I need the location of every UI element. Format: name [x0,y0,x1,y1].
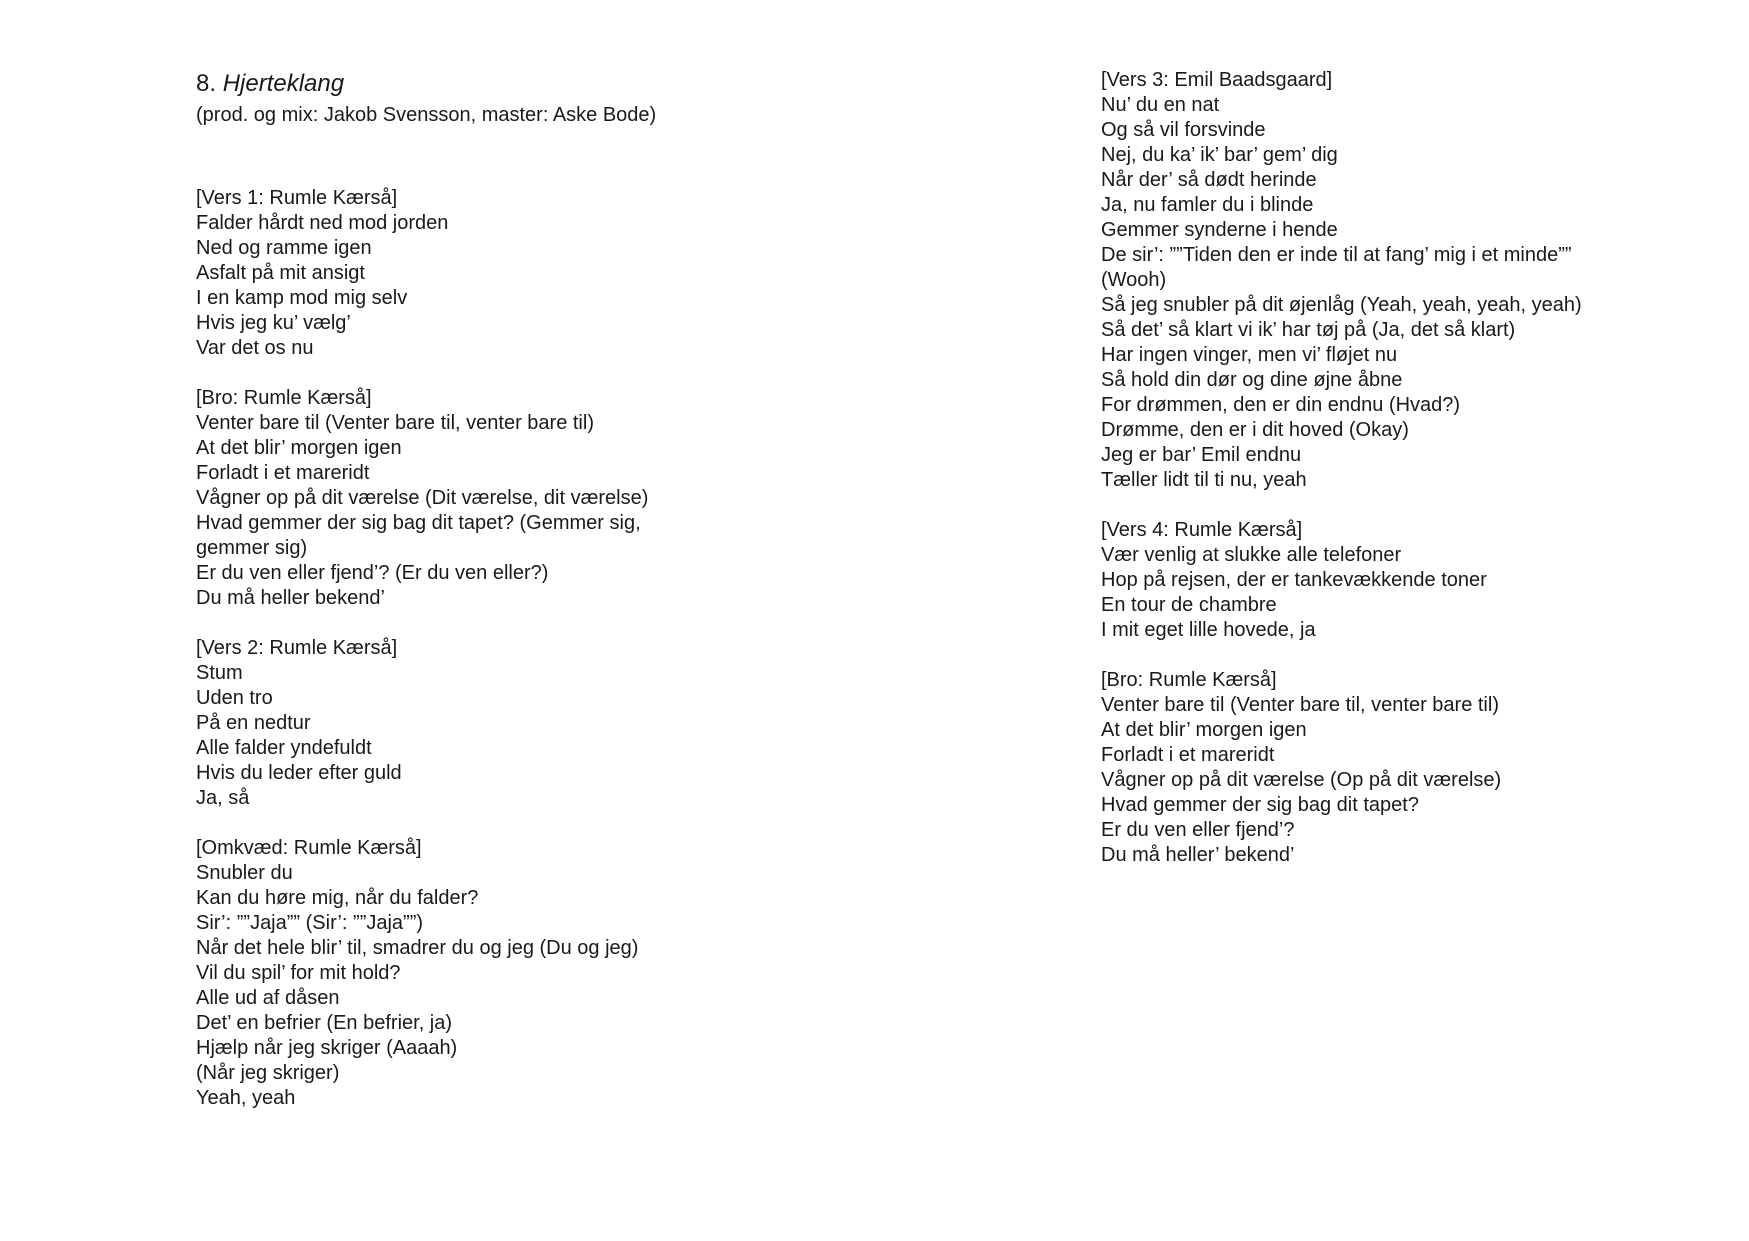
section-header: [Vers 3: Emil Baadsgaard] [1101,69,1333,91]
lyric-line: At det blir’ morgen igen [1101,719,1307,741]
track-number: 8. [196,70,217,97]
lyric-line: Og så vil forsvinde [1101,119,1266,141]
lyric-line: Hvad gemmer der sig bag dit tapet? (Gemmer sig, gemmer sig) [196,512,641,559]
lyric-line: At det blir’ morgen igen [196,437,402,459]
lyric-line: Når det hele blir’ til, smadrer du og jeg (Du og jeg) [196,937,639,959]
lyric-line: De sir’: ””Tiden den er inde til at fang’ mig i et minde”” [1101,244,1572,266]
lyric-line: Venter bare til (Venter bare til, venter bare til) [1101,694,1499,716]
lyric-line: Stum [196,662,243,684]
lyric-line: Alle ud af dåsen [196,987,340,1009]
section-header: [Vers 1: Rumle Kærså] [196,187,398,209]
lyric-line: I en kamp mod mig selv [196,287,408,309]
lyric-line: Hop på rejsen, der er tankevækkende toner [1101,569,1487,591]
lyric-line: Når der’ så dødt herinde [1101,169,1317,191]
lyric-line: Vågner op på dit værelse (Op på dit værelse) [1101,769,1502,791]
lyric-line: Vær venlig at slukke alle telefoner [1101,544,1402,566]
lyrics-section [1101,668,1701,868]
lyric-line: Ned og ramme igen [196,237,372,259]
lyric-line: Det’ en befrier (En befrier, ja) [196,1012,453,1034]
song-credits: (prod. og mix: Jakob Svensson, master: Aske Bode) [196,104,657,126]
lyrics-section [196,186,716,361]
lyric-line: Tæller lidt til ti nu, yeah [1101,469,1307,491]
lyrics-section [196,386,716,611]
lyric-line: En tour de chambre [1101,594,1277,616]
lyric-line: Så jeg snubler på dit øjenlåg (Yeah, yeah, yeah, yeah) [1101,294,1582,316]
section-header: [Vers 4: Rumle Kærså] [1101,519,1303,541]
lyric-line: Jeg er bar’ Emil endnu [1101,444,1302,466]
lyric-line: Er du ven eller fjend’? [1101,819,1295,841]
lyric-line: Vil du spil’ for mit hold? [196,962,401,984]
lyric-line: Uden tro [196,687,273,709]
lyrics-section [1101,518,1701,643]
lyric-line: Falder hårdt ned mod jorden [196,212,449,234]
lyric-line: Hvis du leder efter guld [196,762,402,784]
lyric-line: Hvad gemmer der sig bag dit tapet? [1101,794,1419,816]
lyric-line: Så det’ så klart vi ik’ har tøj på (Ja, det så klart) [1101,319,1516,341]
lyric-line: Nej, du ka’ ik’ bar’ gem’ dig [1101,144,1338,166]
lyric-line: Du må heller bekend’ [196,587,385,609]
lyric-line: Gemmer synderne i hende [1101,219,1338,241]
lyric-line: Ja, nu famler du i blinde [1101,194,1314,216]
lyric-line: Hjælp når jeg skriger (Aaaah) [196,1037,458,1059]
lyric-line: Drømme, den er i dit hoved (Okay) [1101,419,1409,441]
lyric-line: (Når jeg skriger) [196,1062,340,1084]
lyric-line: I mit eget lille hovede, ja [1101,619,1316,641]
lyric-line: Forladt i et mareridt [196,462,370,484]
lyric-line: Ja, så [196,787,250,809]
lyric-line: Du må heller’ bekend’ [1101,844,1295,866]
lyric-line: Kan du høre mig, når du falder? [196,887,479,909]
lyric-line: Nu’ du en nat [1101,94,1220,116]
section-header: [Vers 2: Rumle Kærså] [196,637,398,659]
lyric-line: Så hold din dør og dine øjne åbne [1101,369,1403,391]
track-title: Hjerteklang [222,70,345,97]
lyric-line: Snubler du [196,862,293,884]
section-header: [Bro: Rumle Kærså] [1101,669,1277,691]
lyric-line: Har ingen vinger, men vi’ fløjet nu [1101,344,1398,366]
lyric-line: For drømmen, den er din endnu (Hvad?) [1101,394,1461,416]
section-header: [Omkvæd: Rumle Kærså] [196,837,422,859]
section-header: [Bro: Rumle Kærså] [196,387,372,409]
lyric-line: På en nedtur [196,712,311,734]
lyric-line: Yeah, yeah [196,1087,296,1109]
lyrics-section [1101,68,1701,493]
lyric-line: Alle falder yndefuldt [196,737,372,759]
lyric-line: Sir’: ””Jaja”” (Sir’: ””Jaja””) [196,912,424,934]
lyric-line: Hvis jeg ku’ vælg’ [196,312,351,334]
lyric-line: Venter bare til (Venter bare til, venter bare til) [196,412,594,434]
left-lyrics [196,186,716,1111]
lyric-line: Forladt i et mareridt [1101,744,1275,766]
lyric-line: Er du ven eller fjend’? (Er du ven eller?) [196,562,549,584]
lyric-line: Asfalt på mit ansigt [196,262,365,284]
lyric-line: Var det os nu [196,337,314,359]
lyrics-section [196,636,716,811]
lyrics-section [196,836,716,1111]
right-lyrics [1101,68,1701,868]
left-column [196,68,716,1136]
song-title [196,68,716,100]
lyric-line: Vågner op på dit værelse (Dit værelse, dit værelse) [196,487,649,509]
right-column [1101,68,1701,893]
lyric-line: (Wooh) [1101,269,1167,291]
